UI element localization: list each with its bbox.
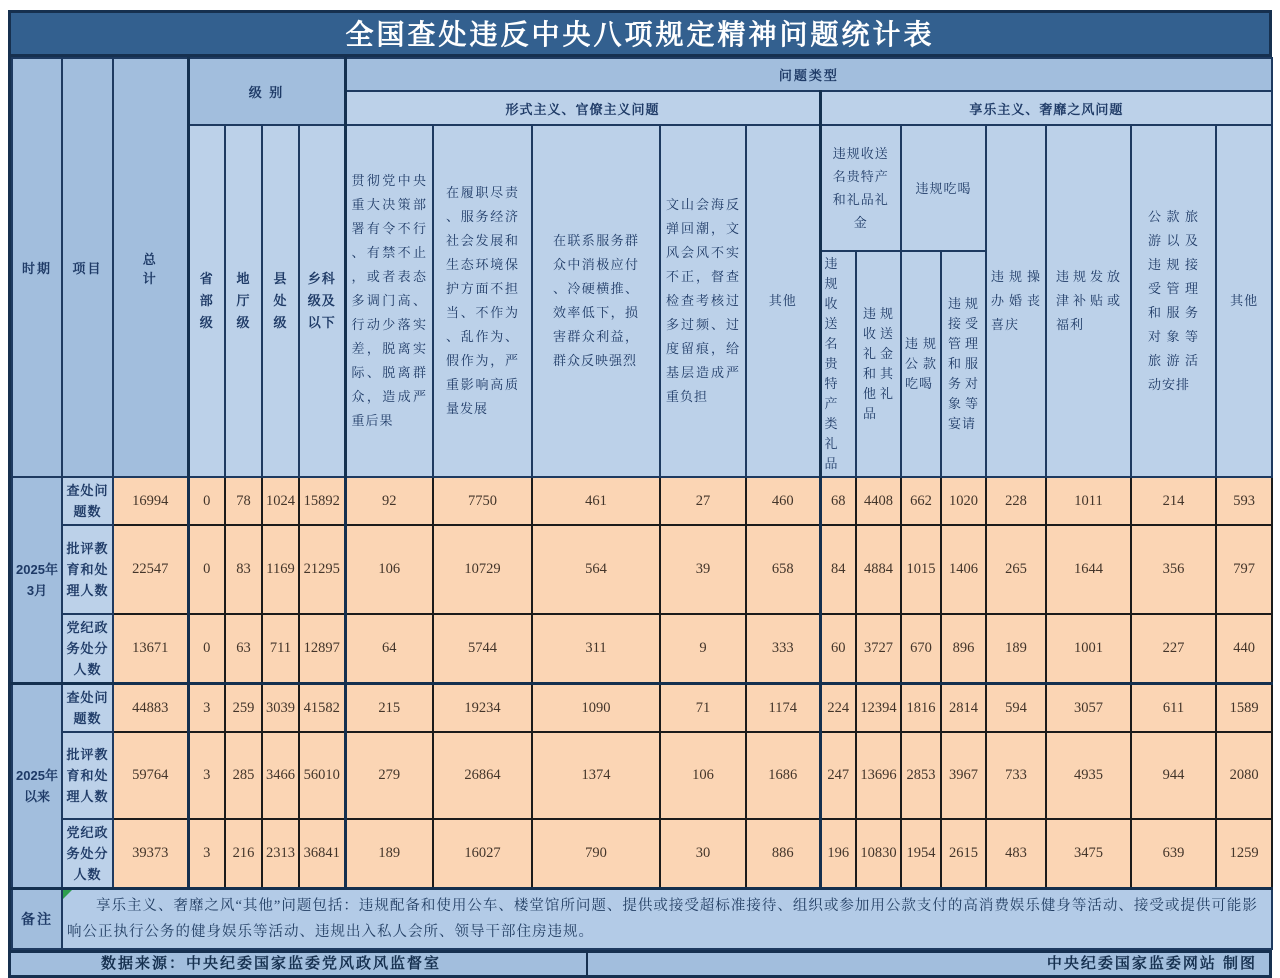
data-cell: 68 [820, 477, 856, 525]
data-cell: 44883 [113, 684, 188, 733]
data-cell: 1816 [901, 684, 941, 733]
data-cell: 84 [820, 525, 856, 614]
data-cell: 594 [986, 684, 1046, 733]
header-dining-banquets: 违规接受管理和服务对象等宴请 [941, 251, 986, 477]
header-total [113, 58, 188, 477]
data-cell: 2814 [941, 684, 986, 733]
data-cell: 216 [225, 819, 262, 889]
data-cell: 39373 [113, 819, 188, 889]
header-dining-group: 违规吃喝 [901, 125, 986, 251]
header-period: 时期 [12, 58, 62, 477]
data-cell: 16027 [433, 819, 532, 889]
header-formalism-other: 其他 [746, 125, 820, 477]
statistics-table [11, 57, 1273, 950]
data-cell: 5744 [433, 614, 532, 684]
data-cell: 60 [820, 614, 856, 684]
header-hedonism-group: 享乐主义、奢靡之风问题 [820, 91, 1272, 125]
data-cell: 215 [345, 684, 433, 733]
data-cell: 9 [660, 614, 746, 684]
data-cell: 593 [1216, 477, 1272, 525]
data-cell: 3039 [262, 684, 299, 733]
data-cell: 59764 [113, 732, 188, 819]
header-level-province: 省部级 [188, 125, 225, 477]
data-cell: 1954 [901, 819, 941, 889]
data-cell: 639 [1131, 819, 1216, 889]
data-cell: 2853 [901, 732, 941, 819]
data-cell: 265 [986, 525, 1046, 614]
data-cell: 3 [188, 684, 225, 733]
data-cell: 92 [345, 477, 433, 525]
source-bar [11, 950, 1269, 975]
data-cell: 83 [225, 525, 262, 614]
data-cell: 1001 [1046, 614, 1131, 684]
data-cell: 279 [345, 732, 433, 819]
header-formalism-col-2: 在履职尽责、服务经济社会发展和生态环境保护方面不担当、不作为、乱作为、假作为，严重影响高质量发展 [433, 125, 532, 477]
header-gifts-specialty: 违规收送名贵特产类礼品 [820, 251, 856, 477]
data-cell: 36841 [299, 819, 345, 889]
data-cell: 71 [660, 684, 746, 733]
data-cell: 460 [746, 477, 820, 525]
data-cell: 228 [986, 477, 1046, 525]
data-cell: 39 [660, 525, 746, 614]
data-cell: 2615 [941, 819, 986, 889]
data-cell: 2080 [1216, 732, 1272, 819]
data-cell: 790 [532, 819, 660, 889]
header-level-group: 级 别 [188, 58, 345, 125]
data-cell: 12394 [856, 684, 901, 733]
header-level-prefecture: 地厅级 [225, 125, 262, 477]
data-cell: 63 [225, 614, 262, 684]
data-cell: 3 [188, 732, 225, 819]
header-level-county: 县处级 [262, 125, 299, 477]
data-cell: 189 [986, 614, 1046, 684]
data-cell: 64 [345, 614, 433, 684]
data-cell: 1644 [1046, 525, 1131, 614]
data-cell: 711 [262, 614, 299, 684]
data-cell: 1374 [532, 732, 660, 819]
data-cell: 662 [901, 477, 941, 525]
data-cell: 564 [532, 525, 660, 614]
data-cell: 41582 [299, 684, 345, 733]
header-allowances: 违规发放津补贴或福利 [1046, 125, 1131, 477]
data-cell: 1015 [901, 525, 941, 614]
data-cell: 56010 [299, 732, 345, 819]
data-cell: 1020 [941, 477, 986, 525]
header-formalism-col-3: 在联系服务群众中消极应付、冷硬横推、效率低下，损害群众利益，群众反映强烈 [532, 125, 660, 477]
data-cell: 1169 [262, 525, 299, 614]
data-cell: 22547 [113, 525, 188, 614]
item-cell: 批评教育和处理人数 [62, 525, 113, 614]
data-cell: 886 [746, 819, 820, 889]
data-cell: 3 [188, 819, 225, 889]
item-cell: 查处问题数 [62, 684, 113, 733]
data-cell: 214 [1131, 477, 1216, 525]
header-problem-type: 问题类型 [345, 58, 1272, 91]
data-cell: 356 [1131, 525, 1216, 614]
header-formalism-group: 形式主义、官僚主义问题 [345, 91, 820, 125]
data-cell: 1090 [532, 684, 660, 733]
header-hedonism-other: 其他 [1216, 125, 1272, 477]
data-cell: 2313 [262, 819, 299, 889]
item-cell: 党纪政务处分人数 [62, 614, 113, 684]
item-cell: 党纪政务处分人数 [62, 819, 113, 889]
data-cell: 106 [660, 732, 746, 819]
data-cell: 10830 [856, 819, 901, 889]
data-cell: 285 [225, 732, 262, 819]
table-title: 全国查处违反中央八项规定精神问题统计表 [11, 13, 1269, 57]
data-cell: 21295 [299, 525, 345, 614]
data-cell: 259 [225, 684, 262, 733]
data-cell: 224 [820, 684, 856, 733]
data-cell: 15892 [299, 477, 345, 525]
data-cell: 227 [1131, 614, 1216, 684]
header-item: 项目 [62, 58, 113, 477]
data-cell: 13696 [856, 732, 901, 819]
data-cell: 106 [345, 525, 433, 614]
data-cell: 333 [746, 614, 820, 684]
data-cell: 670 [901, 614, 941, 684]
data-cell: 3057 [1046, 684, 1131, 733]
data-cell: 78 [225, 477, 262, 525]
header-gifts-cash: 违规收送礼金和其他礼品 [856, 251, 901, 477]
data-cell: 16994 [113, 477, 188, 525]
header-total-label: 总计 [142, 251, 158, 286]
item-cell: 查处问题数 [62, 477, 113, 525]
note-cell [62, 889, 1272, 950]
header-dining-public-funds: 违规公款吃喝 [901, 251, 941, 477]
data-source: 数据来源：中央纪委国家监委党风政风监督室 [11, 953, 588, 975]
data-cell: 483 [986, 819, 1046, 889]
data-cell: 733 [986, 732, 1046, 819]
data-cell: 1406 [941, 525, 986, 614]
data-cell: 27 [660, 477, 746, 525]
data-cell: 944 [1131, 732, 1216, 819]
statistics-table-frame [8, 10, 1272, 978]
data-cell: 461 [532, 477, 660, 525]
data-cell: 3475 [1046, 819, 1131, 889]
data-cell: 13671 [113, 614, 188, 684]
data-cell: 0 [188, 614, 225, 684]
data-cell: 189 [345, 819, 433, 889]
data-cell: 1589 [1216, 684, 1272, 733]
data-cell: 3466 [262, 732, 299, 819]
header-formalism-col-1: 贯彻党中央重大决策部署有令不行、有禁不止，或者表态多调门高、行动少落实差，脱离实际、脱离群众，造成严重后果 [345, 125, 433, 477]
chart-credit: 中央纪委国家监委网站 制图 [1046, 955, 1257, 972]
data-cell: 4935 [1046, 732, 1131, 819]
data-cell: 311 [532, 614, 660, 684]
data-cell: 19234 [433, 684, 532, 733]
data-cell: 196 [820, 819, 856, 889]
data-cell: 30 [660, 819, 746, 889]
data-cell: 3727 [856, 614, 901, 684]
data-cell: 658 [746, 525, 820, 614]
data-cell: 7750 [433, 477, 532, 525]
header-level-township: 乡科级及以下 [299, 125, 345, 477]
data-cell: 1024 [262, 477, 299, 525]
data-cell: 896 [941, 614, 986, 684]
data-cell: 1686 [746, 732, 820, 819]
header-public-funded-travel: 公款旅游以及违规接受管理和服务对象等旅游活动安排 [1131, 125, 1216, 477]
data-cell: 4884 [856, 525, 901, 614]
note-label: 备注 [12, 889, 62, 950]
header-weddings-funerals: 违规操办婚丧喜庆 [986, 125, 1046, 477]
data-cell: 4408 [856, 477, 901, 525]
data-cell: 1259 [1216, 819, 1272, 889]
data-cell: 0 [188, 477, 225, 525]
data-cell: 797 [1216, 525, 1272, 614]
excel-error-indicator-icon [63, 890, 72, 899]
data-cell: 12897 [299, 614, 345, 684]
data-cell: 3967 [941, 732, 986, 819]
data-cell: 611 [1131, 684, 1216, 733]
data-cell: 1174 [746, 684, 820, 733]
period-cell: 2025年3月 [12, 477, 62, 684]
data-cell: 10729 [433, 525, 532, 614]
header-gifts-group: 违规收送名贵特产和礼品礼金 [820, 125, 901, 251]
period-cell: 2025年以来 [12, 684, 62, 889]
data-cell: 440 [1216, 614, 1272, 684]
note-text: 享乐主义、奢靡之风“其他”问题包括：违规配备和使用公车、楼堂馆所问题、提供或接受超标准接待、组织或参加用公款支付的高消费娱乐健身等活动、接受或提供可能影响公正执行公务的健身娱乐等活动、违规出入私人会所、领导干部住房违规。 [67, 898, 1258, 940]
item-cell: 批评教育和处理人数 [62, 732, 113, 819]
data-cell: 247 [820, 732, 856, 819]
header-formalism-col-4: 文山会海反弹回潮，文风会风不实不正，督查检查考核过多过频、过度留痕，给基层造成严重负担 [660, 125, 746, 477]
data-cell: 26864 [433, 732, 532, 819]
data-cell: 1011 [1046, 477, 1131, 525]
data-cell: 0 [188, 525, 225, 614]
